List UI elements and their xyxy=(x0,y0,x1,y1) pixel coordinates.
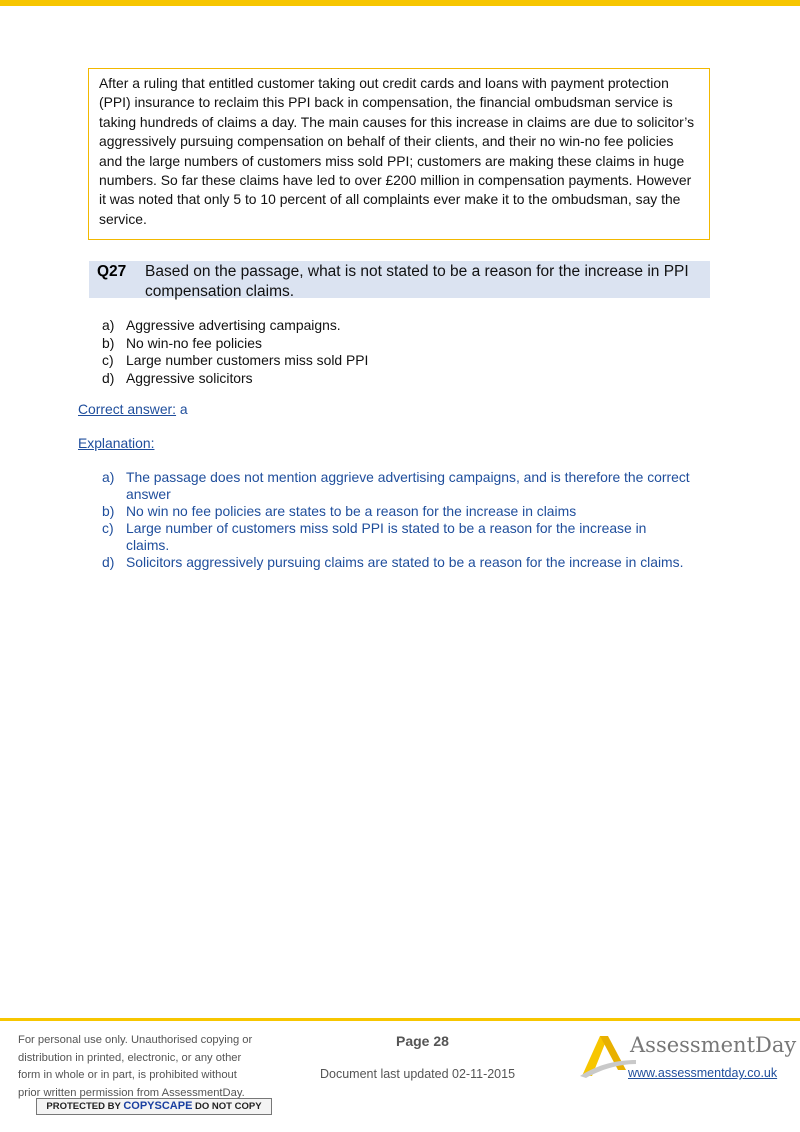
explanation-item: d) Solicitors aggressively pursuing claims are stated to be a reason for the increase in claims. xyxy=(102,554,684,570)
copyright-notice: For personal use only. Unauthorised copying or distribution in printed, electronic, or any other form in whole or in part, is prohibited without prior written permission from AssessmentDay. xyxy=(18,1034,253,1099)
explanation-title: Explanation: xyxy=(78,435,155,451)
option-d: d) Aggressive solicitors xyxy=(102,369,253,386)
passage-box xyxy=(88,68,710,240)
footer-accent-bar xyxy=(0,1018,800,1021)
explanation-item: b) No win no fee policies are states to be a reason for the increase in claims xyxy=(102,503,577,519)
page-number: Page 28 xyxy=(396,1033,449,1049)
answer-options xyxy=(102,317,368,387)
document-updated: Document last updated 02-11-2015 xyxy=(320,1067,516,1081)
correct-answer-value: a xyxy=(179,401,188,417)
question-number: Q27 xyxy=(97,263,127,280)
question-header xyxy=(89,261,710,298)
copyscape-badge[interactable]: PROTECTED BY COPYSCAPE DO NOT COPY xyxy=(36,1098,272,1115)
option-b: b) No win-no fee policies xyxy=(102,334,262,351)
top-accent-bar xyxy=(0,0,800,6)
website-link[interactable]: www.assessmentday.co.uk xyxy=(628,1066,778,1080)
correct-answer-label: Correct answer: xyxy=(78,401,177,417)
correct-answer xyxy=(78,401,188,417)
option-c: c) Large number customers miss sold PPI xyxy=(102,352,369,368)
question-text: Based on the passage, what is not stated to be a reason for the increase in PPI compensation claims. xyxy=(145,263,689,300)
logo-text: AssessmentDay xyxy=(630,1033,797,1057)
explanation-item: c) Large number of customers miss sold PPI is stated to be a reason for the increase in claims. xyxy=(102,520,647,553)
explanation-item: a) The passage does not mention aggrieve advertising campaigns, and is therefore the correct answer xyxy=(102,469,690,502)
option-a: a) Aggressive advertising campaigns. xyxy=(102,317,341,333)
passage-text: After a ruling that entitled customer taking out credit cards and loans with payment protection (PPI) insurance to reclaim this PPI back in compensation, the financial ombudsman service is taking hundreds of claims a day. The main causes for this increase in claims are due to solicitor’s aggressively pursuing compensation on behalf of their clients, and their no win-no fee policies and the large numbers of customers miss sold PPI; customers are making these claims in huge numbers. So far these claims have led to over £200 million in compensation payments. However it was noted that only 5 to 10 percent of all complaints ever make it to the ombudsman, say the service. xyxy=(99,75,695,227)
explanation-list xyxy=(102,469,692,571)
